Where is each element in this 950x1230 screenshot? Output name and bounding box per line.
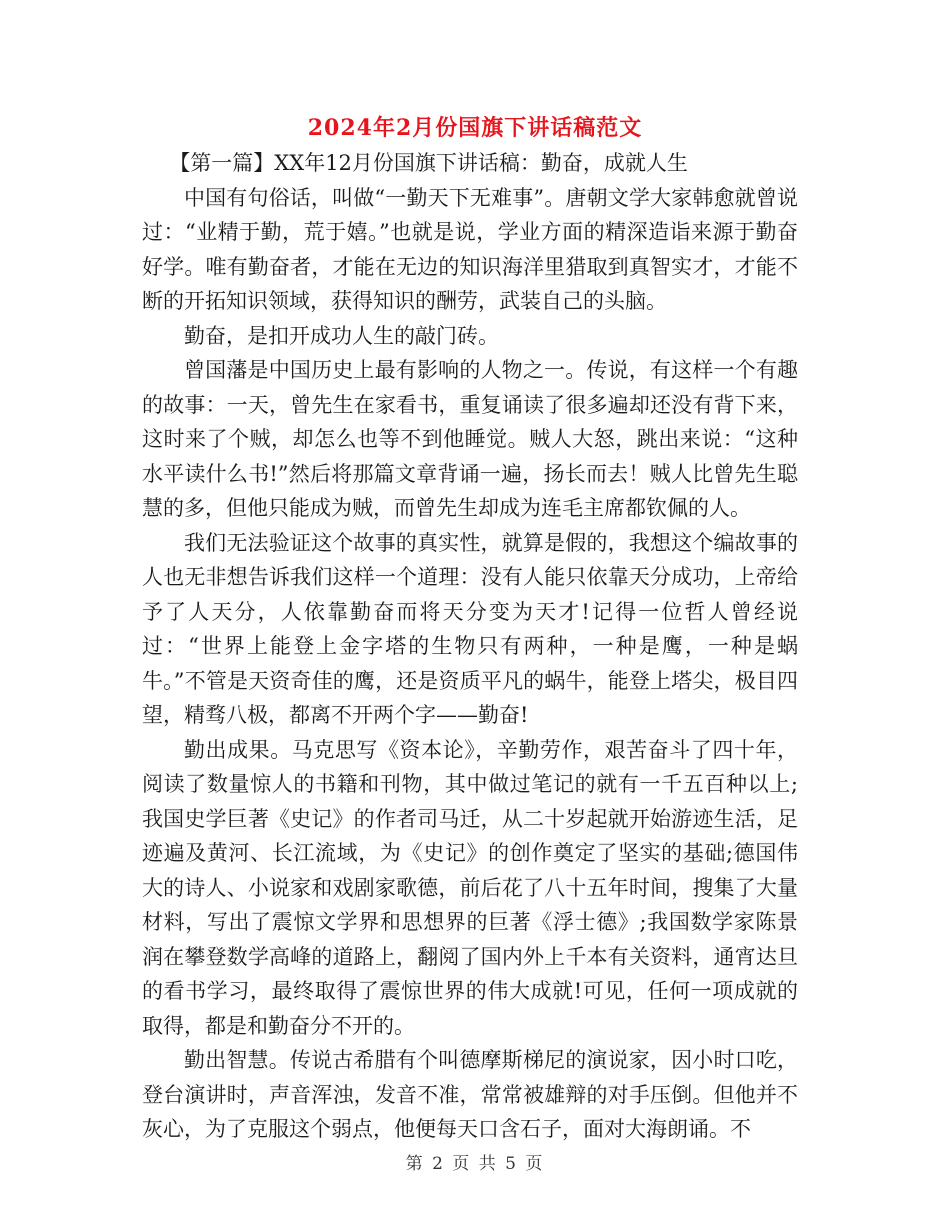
section-heading: 【第一篇】XX年12月份国旗下讲话稿：勤奋，成就人生 [169, 151, 688, 175]
paragraph: 勤出成果。马克思写《资本论》，辛勤劳作，艰苦奋斗了四十年，阅读了数量惊人的书籍和刊物，其中做过笔记的就有一千五百种以上;我国史学巨著《史记》的作者司马迁，从二十岁起就开始游迹生活，足迹遍及黄河、长江流域，为《史记》的创作奠定了坚实的基础;德国伟大的诗人、小说家和戏剧家歌德，前后花了八十五年时间，搜集了大量材料，写出了震惊文学界和思想界的巨著《浮士德》;我国数学家陈景润在攀登数学高峰的道路上，翻阅了国内外上千本有关资料，通宵达旦的看书学习，最终取得了震惊世界的伟大成就!可见，任何一项成就的取得，都是和勤奋分不开的。 [142, 737, 798, 1038]
document-title: 2024年2月份国旗下讲话稿范文 [307, 115, 643, 141]
paragraph: 勤出智慧。传说古希腊有个叫德摩斯梯尼的演说家，因小时口吃，登台演讲时，声音浑浊，发音不准，常常被雄辩的对手压倒。但他并不灰心，为了克服这个弱点，他便每天口含石子，面对大海朗诵。不 [142, 1048, 798, 1141]
page-number-footer: 第 2 页 共 5 页 [405, 1154, 545, 1174]
paragraph: 我们无法验证这个故事的真实性，就算是假的，我想这个编故事的人也无非想告诉我们这样一个道理：没有人能只依靠天分成功，上帝给予了人天分，人依靠勤奋而将天分变为天才!记得一位哲人曾经说过：“世界上能登上金字塔的生物只有两种，一种是鹰，一种是蜗牛。”不管是天资奇佳的鹰，还是资质平凡的蜗牛，能登上塔尖，极目四望，精骛八极，都离不开两个字——勤奋! [142, 530, 798, 727]
document-body [142, 146, 798, 1147]
paragraph: 曾国藩是中国历史上最有影响的人物之一。传说，有这样一个有趣的故事：一天，曾先生在家看书，重复诵读了很多遍却还没有背下来，这时来了个贼，却怎么也等不到他睡觉。贼人大怒，跳出来说：“这种水平读什么书!”然后将那篇文章背诵一遍，扬长而去！贼人比曾先生聪慧的多，但他只能成为贼，而曾先生却成为连毛主席都钦佩的人。 [142, 358, 798, 520]
paragraph: 中国有句俗话，叫做“一勤天下无难事”。唐朝文学大家韩愈就曾说过：“业精于勤，荒于嬉。”也就是说，学业方面的精深造诣来源于勤奋好学。唯有勤奋者，才能在无边的知识海洋里猎取到真智实才，才能不断的开拓知识领域，获得知识的酬劳，武装自己的头脑。 [142, 185, 798, 313]
paragraph: 勤奋，是扣开成功人生的敲门砖。 [184, 323, 499, 348]
